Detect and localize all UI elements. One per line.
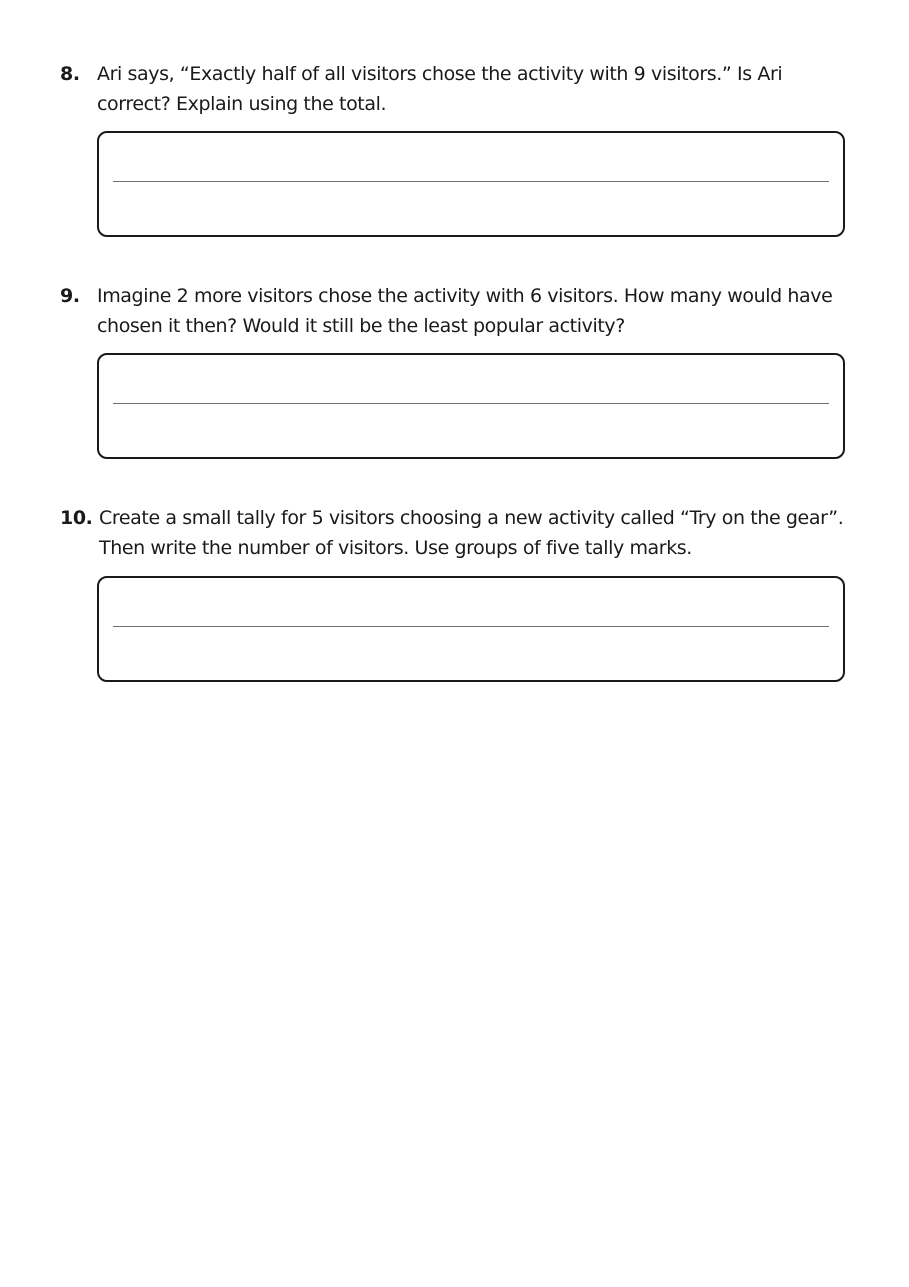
question-text: Ari says, “Exactly half of all visitors chose the activity with 9 visitors.” Is Ari correct? Explain using the total. [97, 63, 783, 115]
question-text: Imagine 2 more visitors chose the activity with 6 visitors. How many would have chosen it then? Would it still be the least popular activity? [97, 285, 833, 337]
question-number: 8. [60, 63, 80, 85]
answer-box-10[interactable] [97, 576, 845, 682]
question-number: 9. [60, 285, 80, 307]
answer-box-8[interactable] [97, 131, 845, 237]
writing-line [113, 626, 829, 627]
question-text: Create a small tally for 5 visitors choosing a new activity called “Try on the gear”. Then write the number of visitors. Use groups of five tally marks. [99, 507, 844, 559]
question-number: 10. [60, 507, 93, 529]
answer-box-9[interactable] [97, 353, 845, 459]
writing-line [113, 403, 829, 404]
writing-line [113, 181, 829, 182]
